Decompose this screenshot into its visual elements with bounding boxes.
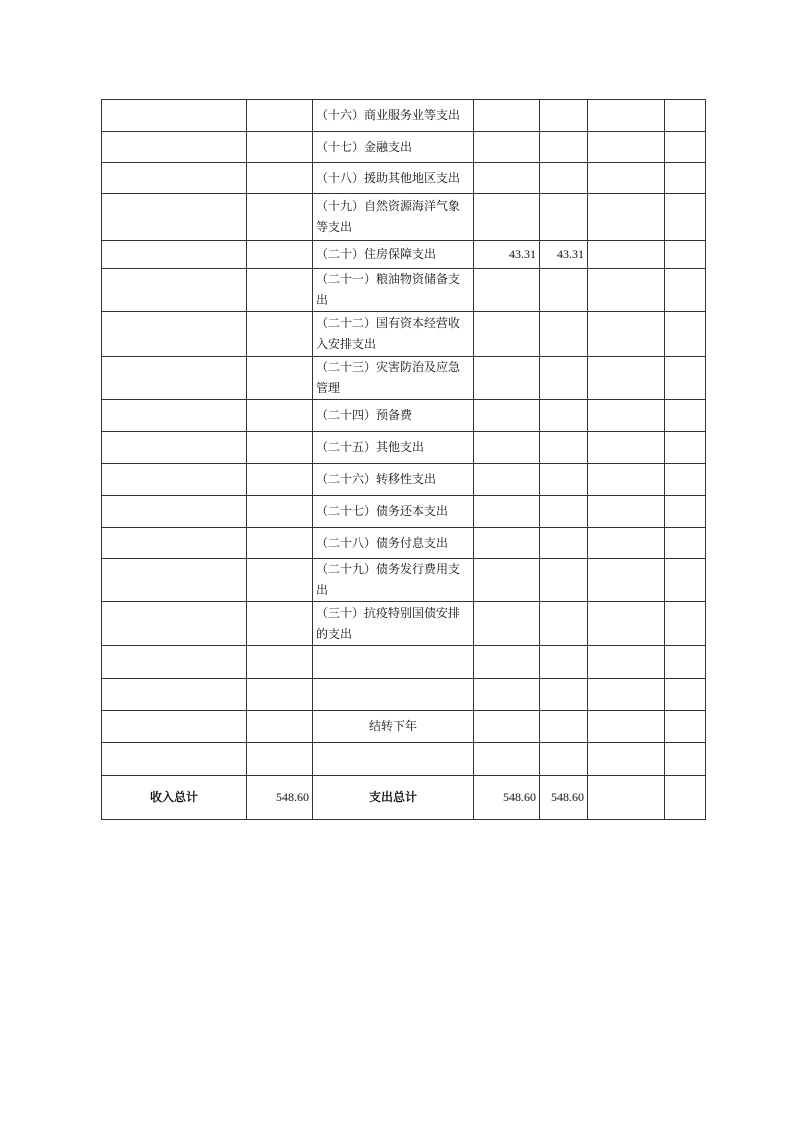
income-item-cell (102, 679, 247, 711)
income-item-cell (102, 241, 247, 269)
expense-other-cell (665, 528, 706, 559)
expense-general-budget-cell (540, 679, 588, 711)
expense-total-cell (474, 312, 540, 357)
income-item-cell (102, 711, 247, 743)
income-amount-cell (247, 432, 313, 464)
expense-gov-fund-total-cell (588, 776, 665, 820)
table-row (102, 132, 706, 163)
expense-total-cell (474, 496, 540, 528)
expense-item-cell: （二十三）灾害防治及应急管理 (313, 357, 474, 400)
expense-other-cell (665, 132, 706, 163)
expense-total-cell (474, 357, 540, 400)
income-item-cell (102, 269, 247, 312)
table-row (102, 559, 706, 602)
income-amount-cell (247, 400, 313, 432)
expense-total-cell (474, 132, 540, 163)
expense-total-cell (474, 743, 540, 776)
expense-total-cell (474, 646, 540, 679)
expense-gov-fund-cell (588, 357, 665, 400)
income-item-cell (102, 559, 247, 602)
income-total-value: 548.60 (247, 776, 313, 820)
expense-other-cell (665, 646, 706, 679)
expense-other-cell (665, 559, 706, 602)
expense-general-budget-cell (540, 132, 588, 163)
expense-other-cell (665, 743, 706, 776)
table-row (102, 464, 706, 496)
income-amount-cell (247, 528, 313, 559)
expense-gov-fund-cell (588, 464, 665, 496)
table-row (102, 312, 706, 357)
income-amount-cell (247, 241, 313, 269)
expense-general-budget-total-value: 548.60 (540, 776, 588, 820)
expense-gov-fund-cell (588, 312, 665, 357)
expense-item-cell: （二十六）转移性支出 (313, 464, 474, 496)
expense-general-budget-cell (540, 357, 588, 400)
expense-gov-fund-cell (588, 194, 665, 241)
expense-total-cell (474, 602, 540, 646)
income-item-cell (102, 528, 247, 559)
table-row (102, 400, 706, 432)
expense-other-cell (665, 602, 706, 646)
income-item-cell (102, 400, 247, 432)
table-row (102, 241, 706, 269)
expense-total-cell (474, 679, 540, 711)
expense-other-cell (665, 269, 706, 312)
expense-total-cell (474, 464, 540, 496)
income-item-cell (102, 194, 247, 241)
expense-other-total-cell (665, 776, 706, 820)
expense-total-value: 548.60 (474, 776, 540, 820)
totals-row (102, 776, 706, 820)
expense-item-cell: （二十八）债务付息支出 (313, 528, 474, 559)
expense-item-cell: （二十五）其他支出 (313, 432, 474, 464)
table-row (102, 711, 706, 743)
expense-general-budget-cell (540, 559, 588, 602)
expense-other-cell (665, 464, 706, 496)
expense-other-cell (665, 711, 706, 743)
expense-total-cell (474, 400, 540, 432)
expense-total-cell (474, 163, 540, 194)
expense-gov-fund-cell (588, 743, 665, 776)
income-amount-cell (247, 602, 313, 646)
expense-gov-fund-cell (588, 496, 665, 528)
expense-gov-fund-cell (588, 269, 665, 312)
expense-total-cell (474, 711, 540, 743)
expense-item-cell: （十八）援助其他地区支出 (313, 163, 474, 194)
expense-general-budget-cell (540, 646, 588, 679)
income-item-cell (102, 602, 247, 646)
expense-general-budget-cell (540, 312, 588, 357)
income-amount-cell (247, 464, 313, 496)
income-amount-cell (247, 679, 313, 711)
income-amount-cell (247, 357, 313, 400)
expense-other-cell (665, 163, 706, 194)
table-row (102, 496, 706, 528)
expense-general-budget-cell (540, 743, 588, 776)
expense-gov-fund-cell (588, 711, 665, 743)
expense-total-label: 支出总计 (313, 776, 474, 820)
income-item-cell (102, 646, 247, 679)
income-item-cell (102, 432, 247, 464)
expense-gov-fund-cell (588, 241, 665, 269)
expense-general-budget-cell (540, 269, 588, 312)
expense-gov-fund-cell (588, 559, 665, 602)
table-row (102, 357, 706, 400)
income-amount-cell (247, 496, 313, 528)
table-row (102, 163, 706, 194)
income-item-cell (102, 163, 247, 194)
income-total-label: 收入总计 (102, 776, 247, 820)
expense-gov-fund-cell (588, 646, 665, 679)
expense-general-budget-cell (540, 602, 588, 646)
expense-gov-fund-cell (588, 679, 665, 711)
expense-item-cell: （十九）自然资源海洋气象等支出 (313, 194, 474, 241)
table-row (102, 194, 706, 241)
expense-other-cell (665, 312, 706, 357)
income-amount-cell (247, 646, 313, 679)
expense-other-cell (665, 496, 706, 528)
expense-item-cell: （二十一）粮油物资储备支出 (313, 269, 474, 312)
expense-other-cell (665, 400, 706, 432)
expense-general-budget-cell (540, 711, 588, 743)
expense-gov-fund-cell (588, 528, 665, 559)
income-item-cell (102, 357, 247, 400)
income-item-cell (102, 132, 247, 163)
budget-table (101, 99, 706, 820)
expense-item-cell: （二十）住房保障支出 (313, 241, 474, 269)
expense-general-budget-cell (540, 194, 588, 241)
income-amount-cell (247, 194, 313, 241)
expense-total-cell: 43.31 (474, 241, 540, 269)
expense-other-cell (665, 100, 706, 132)
expense-general-budget-cell (540, 528, 588, 559)
income-item-cell (102, 464, 247, 496)
expense-total-cell (474, 269, 540, 312)
table-row (102, 100, 706, 132)
expense-other-cell (665, 194, 706, 241)
income-item-cell (102, 496, 247, 528)
income-amount-cell (247, 269, 313, 312)
income-amount-cell (247, 312, 313, 357)
expense-item-cell: （二十四）预备费 (313, 400, 474, 432)
expense-gov-fund-cell (588, 400, 665, 432)
expense-general-budget-cell (540, 100, 588, 132)
income-amount-cell (247, 559, 313, 602)
expense-item-cell: （十六）商业服务业等支出 (313, 100, 474, 132)
expense-gov-fund-cell (588, 163, 665, 194)
income-item-cell (102, 312, 247, 357)
expense-total-cell (474, 559, 540, 602)
expense-item-cell: （十七）金融支出 (313, 132, 474, 163)
expense-general-budget-cell (540, 400, 588, 432)
expense-item-cell: （二十二）国有资本经营收入安排支出 (313, 312, 474, 357)
expense-general-budget-cell: 43.31 (540, 241, 588, 269)
table-row (102, 679, 706, 711)
income-amount-cell (247, 100, 313, 132)
expense-other-cell (665, 241, 706, 269)
income-amount-cell (247, 132, 313, 163)
expense-item-cell: （二十九）债务发行费用支出 (313, 559, 474, 602)
expense-total-cell (474, 194, 540, 241)
expense-item-cell: （二十七）债务还本支出 (313, 496, 474, 528)
expense-gov-fund-cell (588, 132, 665, 163)
expense-item-cell (313, 679, 474, 711)
expense-general-budget-cell (540, 163, 588, 194)
expense-gov-fund-cell (588, 432, 665, 464)
income-item-cell (102, 100, 247, 132)
table-row (102, 743, 706, 776)
table-row (102, 432, 706, 464)
expense-item-cell (313, 646, 474, 679)
carryover-label-cell: 结转下年 (313, 711, 474, 743)
expense-item-cell (313, 743, 474, 776)
expense-other-cell (665, 357, 706, 400)
table-row (102, 269, 706, 312)
expense-total-cell (474, 100, 540, 132)
income-amount-cell (247, 743, 313, 776)
table-row (102, 602, 706, 646)
expense-item-cell: （三十）抗疫特别国债安排的支出 (313, 602, 474, 646)
table-row (102, 646, 706, 679)
income-amount-cell (247, 163, 313, 194)
expense-other-cell (665, 432, 706, 464)
table-row (102, 528, 706, 559)
expense-gov-fund-cell (588, 100, 665, 132)
expense-general-budget-cell (540, 432, 588, 464)
expense-gov-fund-cell (588, 602, 665, 646)
income-amount-cell (247, 711, 313, 743)
expense-general-budget-cell (540, 464, 588, 496)
expense-total-cell (474, 432, 540, 464)
expense-total-cell (474, 528, 540, 559)
expense-other-cell (665, 679, 706, 711)
income-item-cell (102, 743, 247, 776)
expense-general-budget-cell (540, 496, 588, 528)
